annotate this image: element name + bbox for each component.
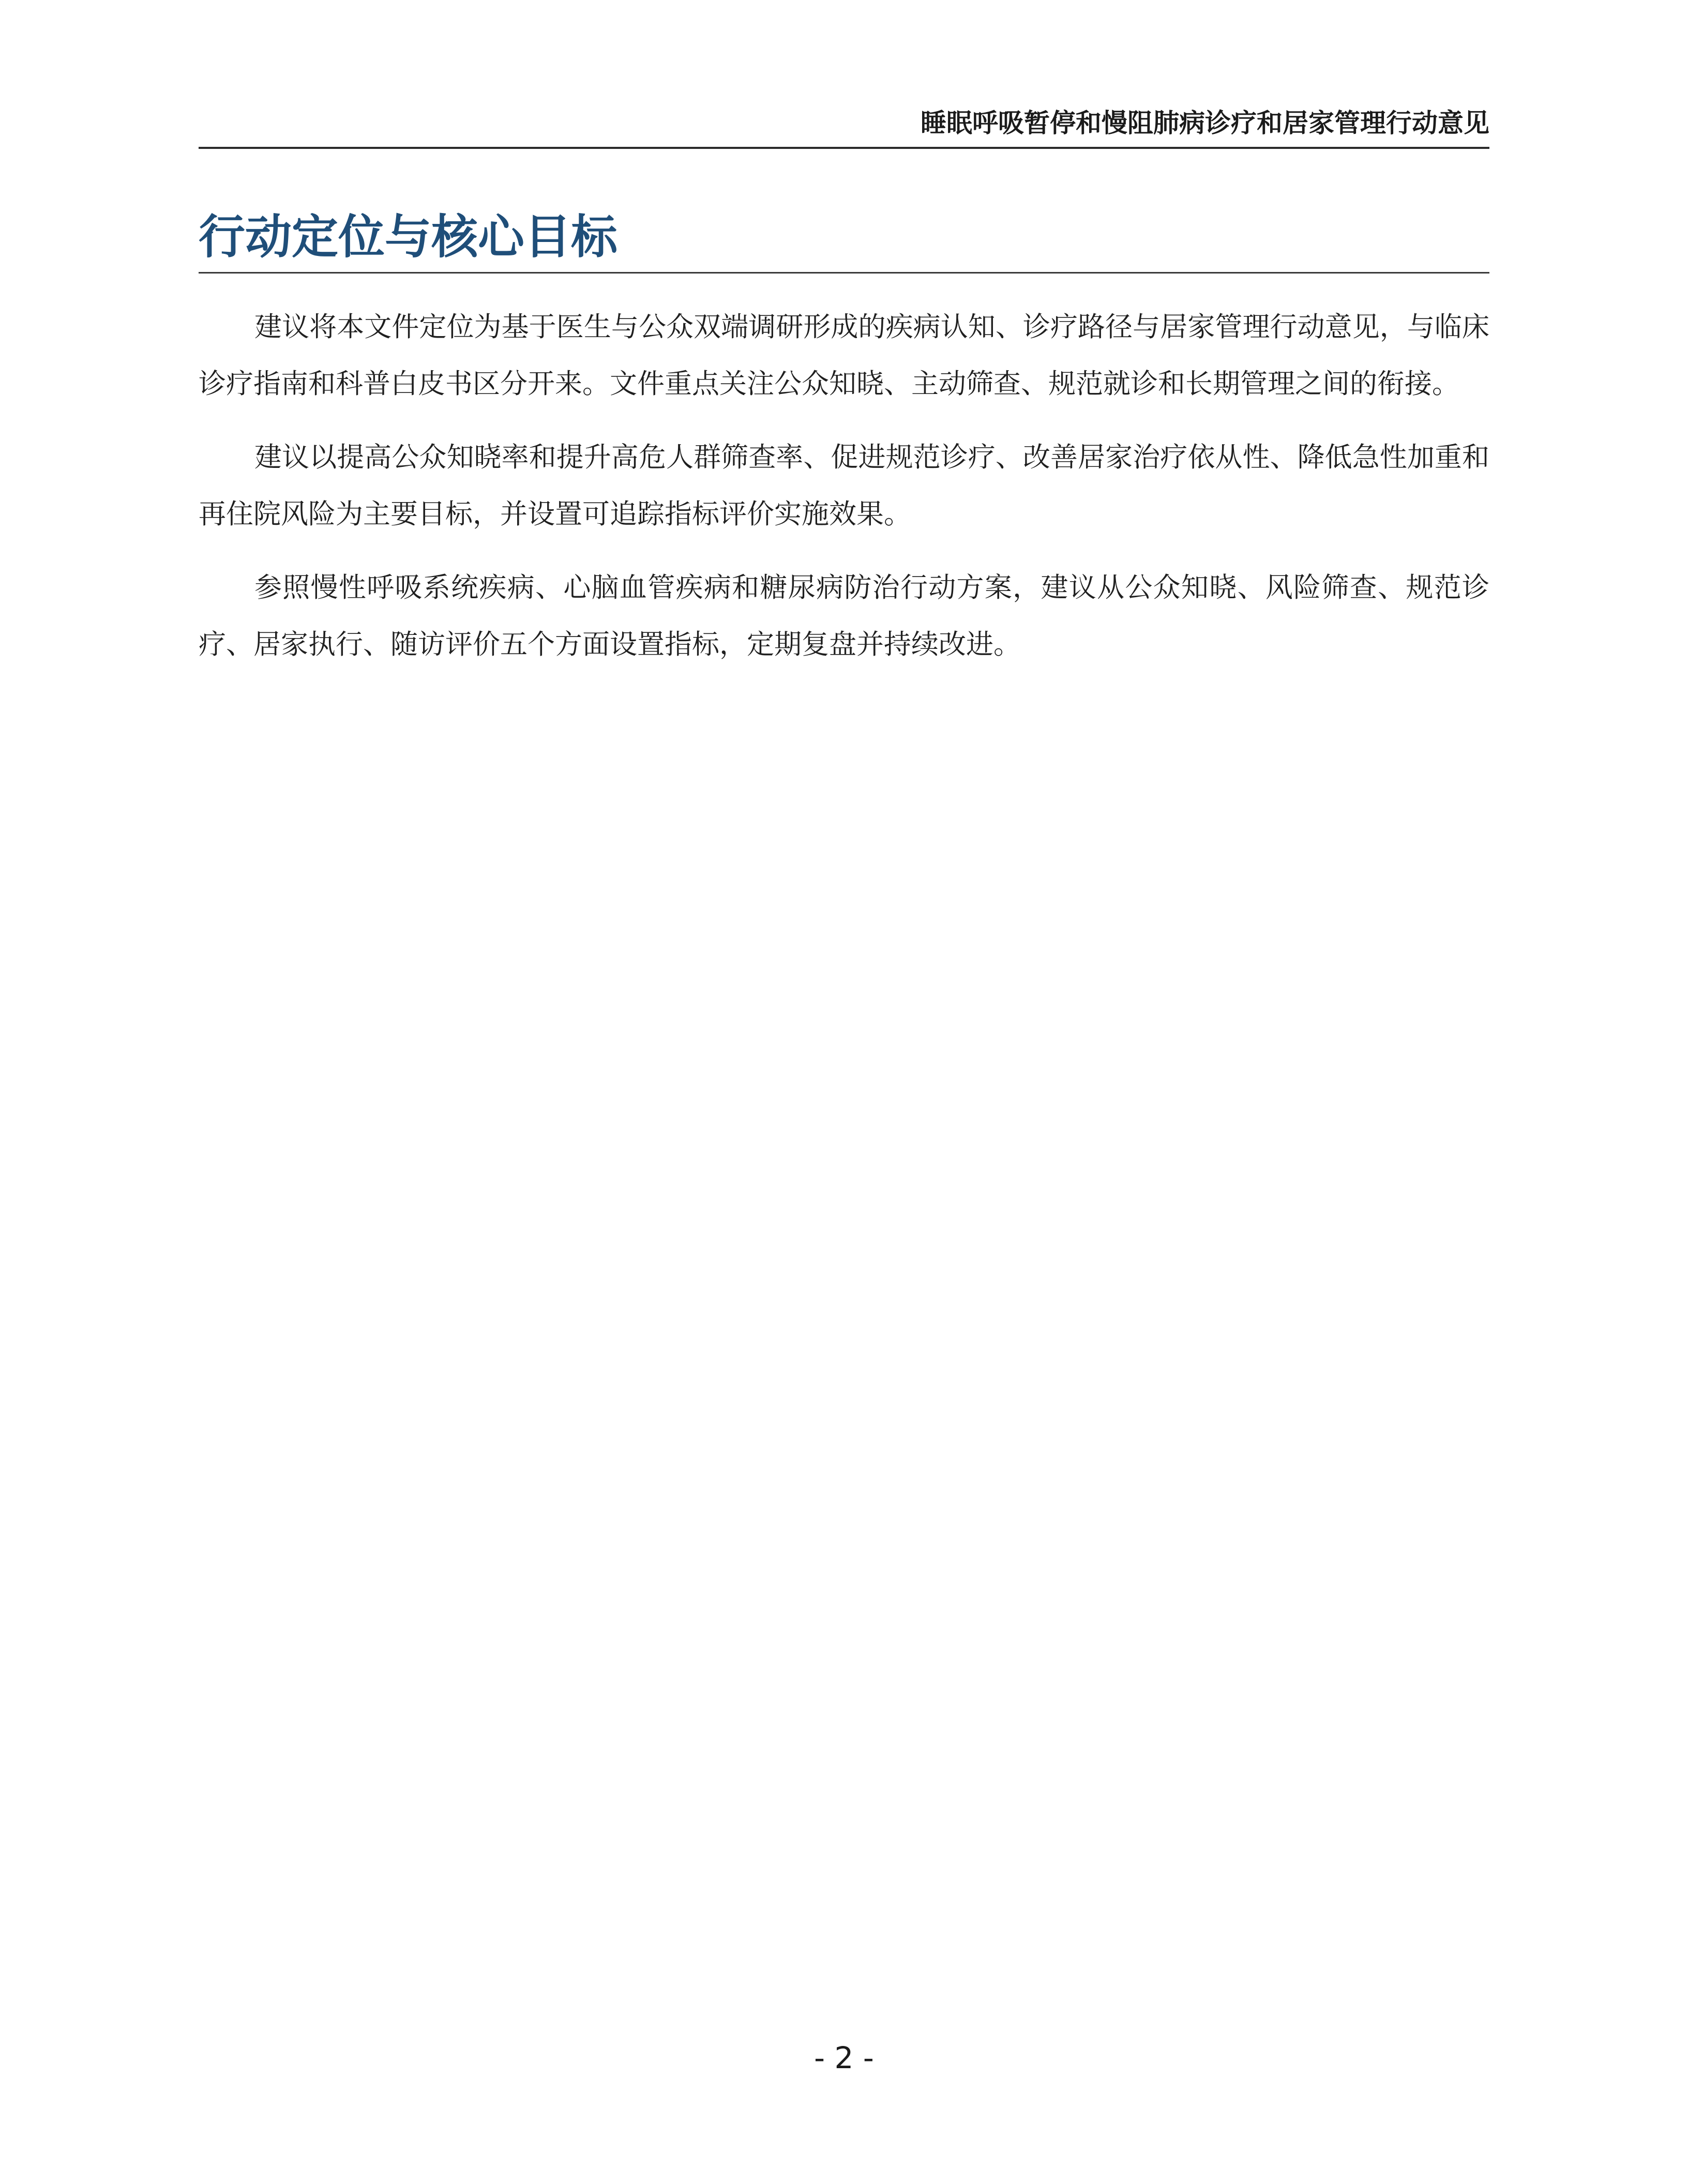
header-divider [199, 147, 1489, 149]
paragraph-positioning: 建议将本文件定位为基于医生与公众双端调研形成的疾病认知、诊疗路径与居家管理行动意见，与临床诊疗指南和科普白皮书区分开来。文件重点关注公众知晓、主动筛查、规范就诊和长期管理之间的衔接。 [199, 311, 1489, 400]
section-title: 行动定位与核心目标 [199, 210, 617, 264]
paragraph-goals: 建议以提高公众知晓率和提升高危人群筛查率、促进规范诊疗、改善居家治疗依从性、降低急性加重和再住院风险为主要目标，并设置可追踪指标评价实施效果。 [199, 442, 1489, 530]
title-divider [199, 272, 1489, 274]
paragraph-indicators: 参照慢性呼吸系统疾病、心脑血管疾病和糖尿病防治行动方案，建议从公众知晓、风险筛查、规范诊疗、居家执行、随访评价五个方面设置指标，定期复盘并持续改进。 [199, 572, 1489, 660]
section-body [199, 299, 1489, 690]
page-number: - 2 - [814, 2040, 874, 2075]
running-header: 睡眠呼吸暂停和慢阻肺病诊疗和居家管理行动意见 [921, 108, 1489, 138]
